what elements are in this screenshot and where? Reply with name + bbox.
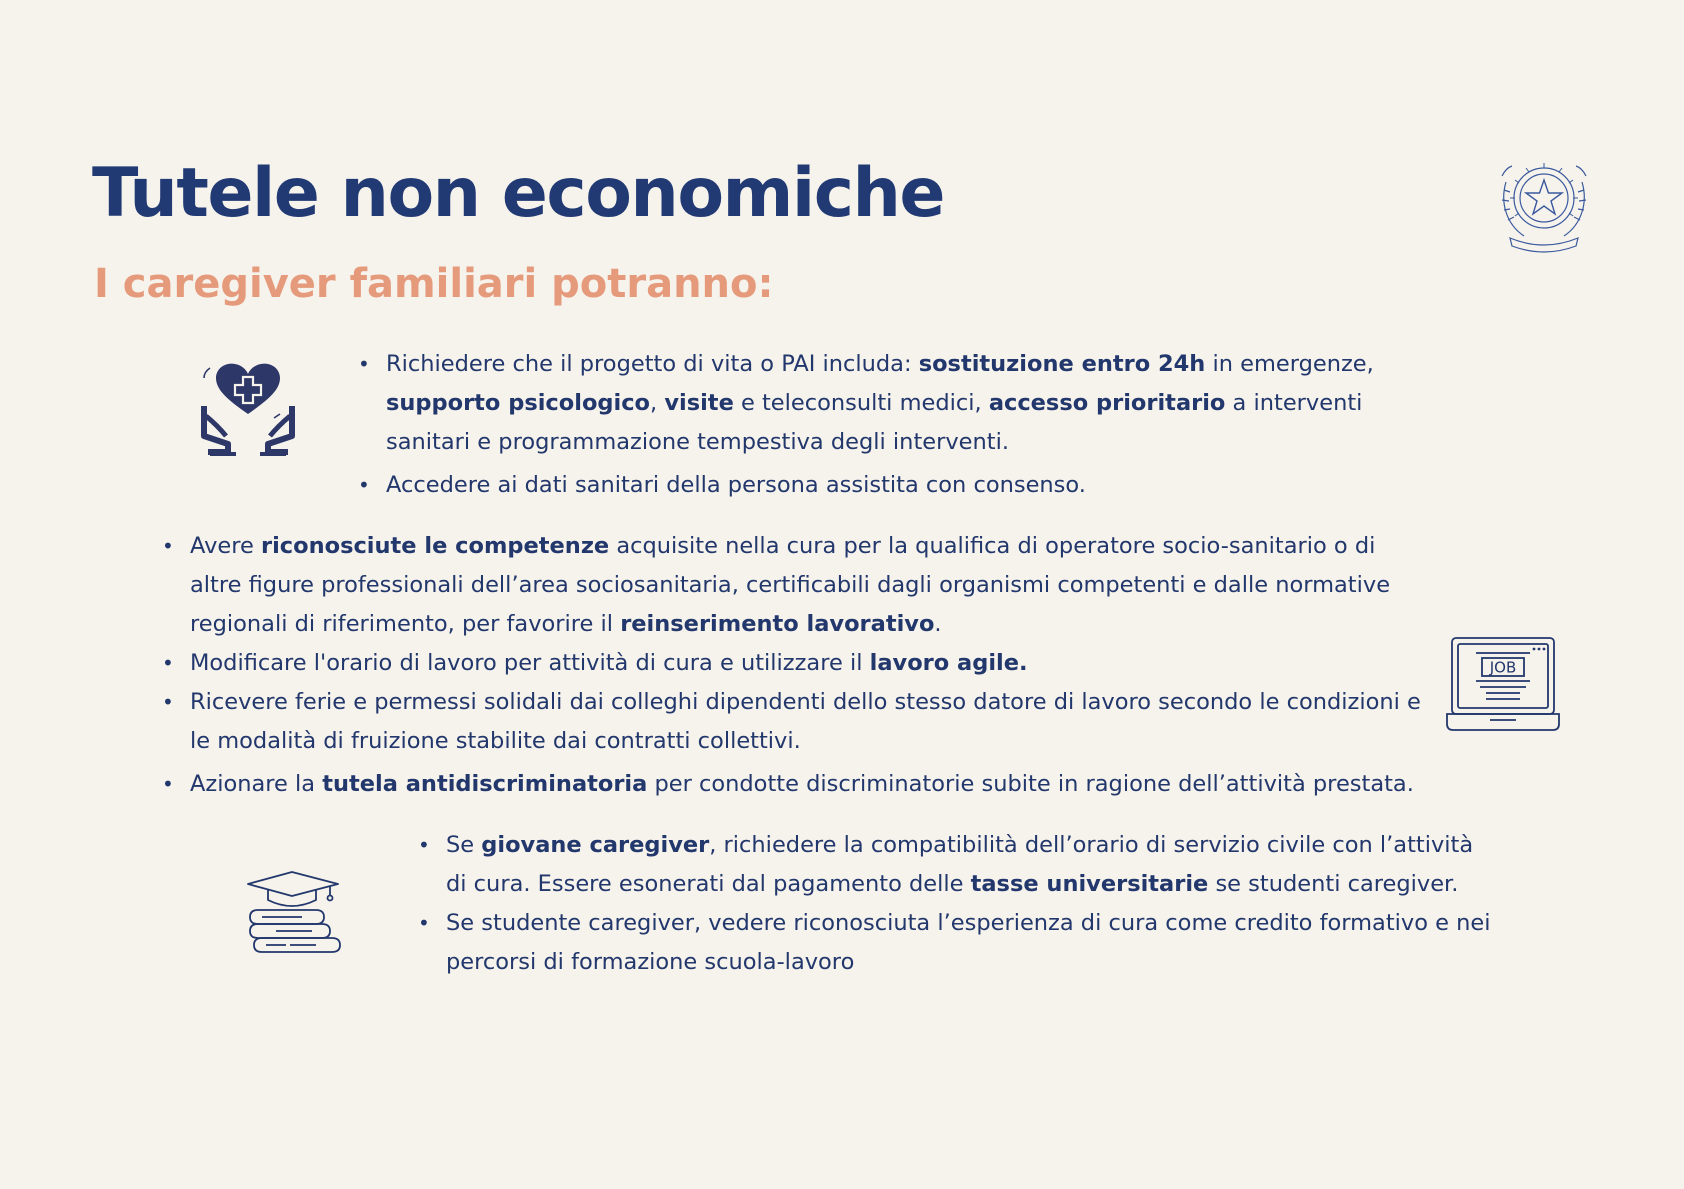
text-segment: e teleconsulti medici, [733, 390, 989, 416]
text-segment: Accedere ai dati sanitari della persona assistita con consenso. [386, 472, 1086, 498]
bold-text: accesso prioritario [988, 390, 1226, 416]
text-segment: Ricevere ferie e permessi solidali dai colleghi dipendenti dello stesso datore di lavoro secondo le condizioni e le modalità di fruizione stabilite dai contratti collettivi. [190, 689, 1421, 754]
bold-text: tutela antidiscriminatoria [322, 771, 648, 797]
text-segment: . [934, 611, 942, 637]
heart-in-hands-icon [198, 356, 298, 456]
text-segment: se studenti caregiver. [1208, 871, 1459, 897]
list-item [162, 527, 1422, 644]
bold-text: supporto psicologico [386, 390, 651, 416]
text-segment: Azionare la [190, 771, 323, 797]
section3-list [418, 826, 1498, 982]
text-segment: , [650, 390, 665, 416]
text-segment: Se [446, 832, 482, 858]
section1-list [358, 345, 1418, 509]
text-segment: Modificare l'orario di lavoro per attività di cura e utilizzare il [190, 650, 870, 676]
bold-text: giovane caregiver [481, 832, 710, 858]
bold-text: reinserimento lavorativo [620, 611, 935, 637]
job-laptop-icon [1446, 636, 1560, 734]
graduation-cap-books-icon [246, 870, 342, 956]
text-segment: Se studente caregiver, vedere riconosciuta l’esperienza di cura come credito formativo e nei percorsi di formazione scuola-lavoro [446, 910, 1491, 975]
text-segment: per condotte discriminatorie subite in ragione dell’attività prestata. [647, 771, 1414, 797]
list-item [162, 765, 1422, 804]
bold-text: tasse universitarie [970, 871, 1209, 897]
page-title: Tutele non economiche [92, 154, 945, 233]
text-segment: a interventi sanitari e programmazione tempestiva degli interventi. [386, 390, 1363, 455]
italian-republic-emblem-icon [1496, 152, 1592, 258]
text-segment: Richiedere che il progetto di vita o PAI includa: [386, 351, 919, 377]
bold-text: lavoro agile. [869, 650, 1028, 676]
list-item [358, 345, 1418, 462]
list-item [418, 904, 1498, 982]
text-segment: , richiedere la compatibilità dell’orario di servizio civile con l’attività di cura. Essere esonerati dal pagamento delle [446, 832, 1474, 897]
bold-text: sostituzione entro 24h [918, 351, 1206, 377]
page-subtitle: I caregiver familiari potranno: [94, 261, 774, 307]
bold-text: visite [664, 390, 734, 416]
text-segment: Avere [190, 533, 261, 559]
bold-text: riconosciute le competenze [260, 533, 610, 559]
text-segment: in emergenze, [1205, 351, 1374, 377]
section2-list [162, 527, 1422, 804]
text-segment: acquisite nella cura per la qualifica di operatore socio-sanitario o di altre figure professionali dell’area sociosanitaria, certificabili dagli organismi competenti e dalle normative regionali di riferimento, per favorire il [190, 533, 1391, 637]
list-item [358, 466, 1418, 505]
list-item [162, 644, 1422, 683]
list-item [162, 683, 1422, 761]
job-label: JOB [1489, 658, 1517, 677]
list-item [418, 826, 1498, 904]
